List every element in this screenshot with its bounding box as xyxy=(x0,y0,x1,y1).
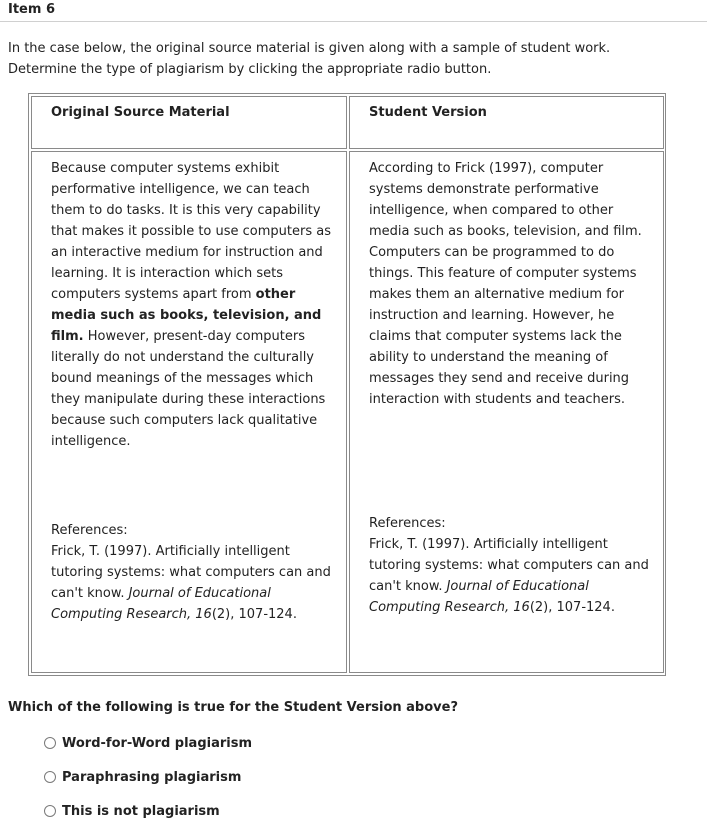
student-text-cell xyxy=(349,151,664,673)
original-bold-phrase: other media such as books, television, and film. xyxy=(51,287,322,344)
option-label: Paraphrasing plagiarism xyxy=(62,769,242,785)
original-references xyxy=(51,520,341,625)
question-text: Which of the following is true for the Student Version above? xyxy=(8,700,458,715)
references-label: References: xyxy=(369,516,446,531)
instructions: In the case below, the original source material is given along with a sample of student work. Determine the type of plagiarism by clicking the appropriate radio button. xyxy=(8,41,611,77)
radio-button[interactable] xyxy=(44,737,56,749)
student-header: Student Version xyxy=(369,105,487,120)
student-text: According to Frick (1997), computer systems demonstrate performative intelligence, when compared to other media such as books, television, and film. Computers can be programmed to do things. This feature of computer systems makes them an alternative medium for instruction and learning. However, he claims that computer systems lack the ability to understand the meaning of messages they send and receive during interaction with students and teachers. xyxy=(369,161,642,407)
item-title: Item 6 xyxy=(0,0,707,22)
student-header-cell xyxy=(349,96,664,149)
option-label: Word-for-Word plagiarism xyxy=(62,735,252,751)
student-references xyxy=(369,513,659,618)
original-header-cell xyxy=(31,96,347,149)
comparison-table xyxy=(28,93,666,676)
option-label: This is not plagiarism xyxy=(62,803,220,819)
original-text: Because computer systems exhibit performative intelligence, we can teach them to do tasks. It is this very capability that makes it possible to use computers as an interactive medium for instruction and learning. It is interaction which sets computers systems apart from other media such as books, television, and film. However, present-day computers literally do not understand the culturally bound meanings of the messages which they manipulate during these interactions because such computers lack qualitative intelligence. xyxy=(51,161,331,449)
references-label: References: xyxy=(51,523,128,538)
original-text-cell xyxy=(31,151,347,673)
option-word-for-word[interactable] xyxy=(44,733,252,753)
reference-citation: Frick, T. (1997). Artificially intelligent tutoring systems: what computers can and can't know. Journal of Educational Computing Research, 16(2), 107-124. xyxy=(51,544,331,622)
radio-button[interactable] xyxy=(44,805,56,817)
option-not-plagiarism[interactable] xyxy=(44,801,220,821)
radio-button[interactable] xyxy=(44,771,56,783)
option-paraphrasing[interactable] xyxy=(44,767,241,787)
reference-citation: Frick, T. (1997). Artificially intelligent tutoring systems: what computers can and can't know. Journal of Educational Computing Research, 16(2), 107-124. xyxy=(369,537,649,615)
original-header: Original Source Material xyxy=(51,105,230,120)
